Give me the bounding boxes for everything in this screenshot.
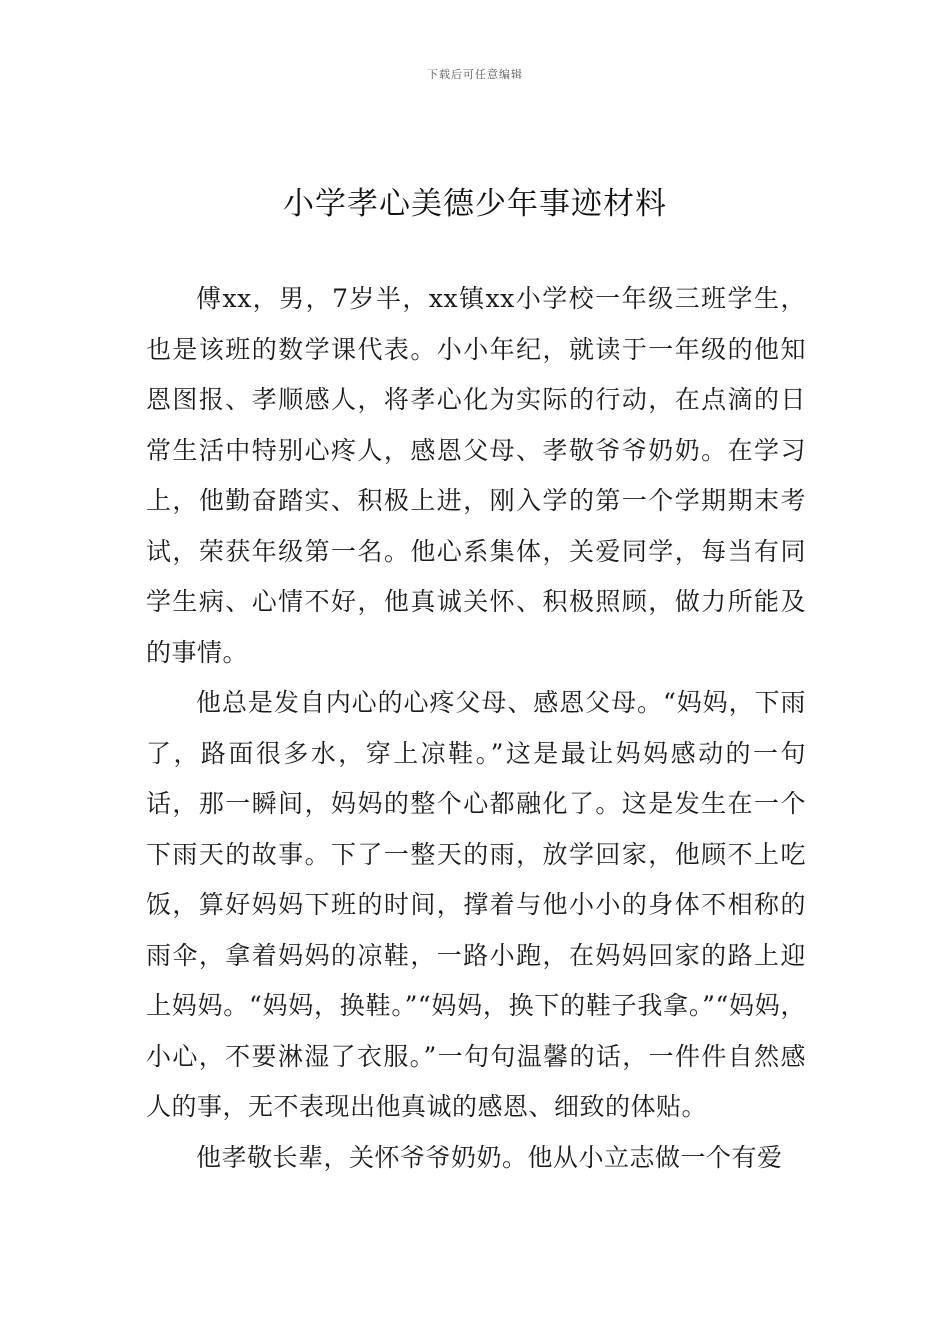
header-note: 下载后可任意编辑 (427, 68, 523, 81)
document-body (146, 274, 806, 1183)
paragraph-3: 他孝敬长辈，关怀爷爷奶奶。他从小立志做一个有爱 (196, 1142, 783, 1172)
document-title: 小学孝心美德少年事迹材料 (283, 186, 667, 222)
paragraph-2: 他总是发自内心的心疼父母、感恩父母。“妈妈，下雨了，路面很多水，穿上凉鞋。”这是最让妈妈感动的一句话，那一瞬间，妈妈的整个心都融化了。这是发生在一个下雨天的故事。下了一整天的雨，放学回家，他顾不上吃饭，算好妈妈下班的时间，撑着与他小小的身体不相称的雨伞，拿着妈妈的凉鞋，一路小跑，在妈妈回家的路上迎上妈妈。“妈妈，换鞋。”“妈妈，换下的鞋子我拿。”“妈妈，小心，不要淋湿了衣服。”一句句温馨的话，一件件自然感人的事，无不表现出他真诚的感恩、细致的体贴。 (146, 688, 806, 1121)
paragraph-1: 傅xx，男，7岁半，xx镇xx小学校一年级三班学生，也是该班的数学课代表。小小年纪，就读于一年级的他知恩图报、孝顺感人，将孝心化为实际的行动，在点滴的日常生活中特别心疼人，感恩父母、孝敬爷爷奶奶。在学习上，他勤奋踏实、积极上进，刚入学的第一个学期期末考试，荣获年级第一名。他心系集体，关爱同学，每当有同学生病、心情不好，他真诚关怀、积极照顾，做力所能及的事情。 (146, 284, 806, 667)
